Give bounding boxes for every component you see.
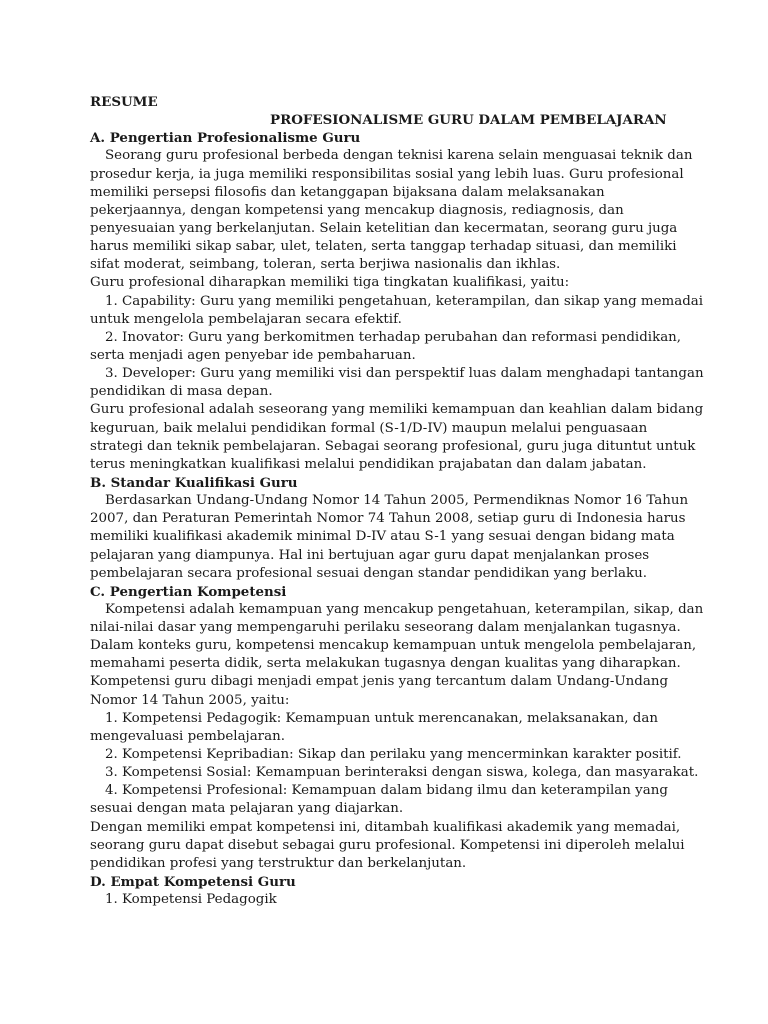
- paragraph-line: memiliki kualifikasi akademik minimal D-IV atau S-1 yang sesuai dengan bidang mata: [90, 529, 675, 545]
- paragraph-line: memahami peserta didik, serta melakukan tugasnya dengan kualitas yang diharapkan.: [90, 656, 681, 672]
- paragraph-line: 2007, dan Peraturan Pemerintah Nomor 74 Tahun 2008, setiap guru di Indonesia harus: [90, 511, 686, 527]
- paragraph-line: 1. Kompetensi Pedagogik: Kemampuan untuk merencanakan, melaksanakan, dan: [105, 710, 658, 726]
- paragraph-line: sesuai dengan mata pelajaran yang diajarkan.: [90, 801, 404, 817]
- paragraph-line: Dalam konteks guru, kompetensi mencakup kemampuan untuk mengelola pembelajaran,: [90, 638, 697, 654]
- paragraph-line: 4. Kompetensi Profesional: Kemampuan dalam bidang ilmu dan keterampilan yang: [105, 783, 668, 799]
- paragraph-line: 3. Developer: Guru yang memiliki visi dan perspektif luas dalam menghadapi tantangan: [105, 366, 704, 382]
- paragraph-line: Guru profesional adalah seseorang yang memiliki kemampuan dan keahlian dalam bidang: [90, 402, 704, 418]
- paragraph-line: Kompetensi adalah kemampuan yang mencakup pengetahuan, keterampilan, sikap, dan: [105, 601, 704, 617]
- paragraph-line: memiliki persepsi filosofis dan ketanggapan bijaksana dalam melaksanakan: [90, 184, 605, 200]
- paragraph-line: terus meningkatkan kualifikasi melalui pendidikan prajabatan dan dalam jabatan.: [90, 456, 647, 472]
- paragraph-line: keguruan, baik melalui pendidikan formal (S-1/D-IV) maupun melalui penguasaan: [90, 420, 648, 436]
- paragraph-line: Guru profesional diharapkan memiliki tiga tingkatan kualifikasi, yaitu:: [90, 275, 570, 291]
- paragraph-line: pendidikan profesi yang terstruktur dan berkelanjutan.: [90, 855, 467, 871]
- section-heading: D. Empat Kompetensi Guru: [90, 874, 296, 891]
- paragraph-line: nilai-nilai dasar yang mempengaruhi perilaku seseorang dalam menjalankan tugasnya.: [90, 620, 681, 636]
- section-heading: C. Pengertian Kompetensi: [90, 583, 287, 600]
- section-heading: RESUME: [90, 94, 158, 110]
- paragraph-line: penyesuaian yang berkelanjutan. Selain ketelitian dan kecermatan, seorang guru juga: [90, 220, 678, 236]
- paragraph-line: pembelajaran secara profesional sesuai dengan standar pendidikan yang berlaku.: [90, 565, 647, 581]
- paragraph-line: 2. Inovator: Guru yang berkomitmen terhadap perubahan dan reformasi pendidikan,: [105, 329, 682, 345]
- paragraph-line: strategi dan teknik pembelajaran. Sebagai seorang profesional, guru juga dituntut untuk: [90, 438, 696, 454]
- paragraph-line: Seorang guru profesional berbeda dengan teknisi karena selain menguasai teknik dan: [105, 148, 693, 164]
- paragraph-line: prosedur kerja, ia juga memiliki responsibilitas sosial yang lebih luas. Guru profesional: [90, 166, 684, 182]
- paragraph-line: serta menjadi agen penyebar ide pembaharuan.: [90, 347, 416, 363]
- paragraph-line: Dengan memiliki empat kompetensi ini, ditambah kualifikasi akademik yang memadai,: [90, 819, 681, 835]
- paragraph-line: harus memiliki sikap sabar, ulet, telaten, serta tanggap terhadap situasi, dan memiliki: [90, 239, 677, 255]
- paragraph-line: 3. Kompetensi Sosial: Kemampuan berinteraksi dengan siswa, kolega, dan masyarakat.: [105, 765, 699, 781]
- paragraph-line: seorang guru dapat disebut sebagai guru profesional. Kompetensi ini diperoleh melalui: [90, 837, 685, 853]
- paragraph-line: Berdasarkan Undang-Undang Nomor 14 Tahun 2005, Permendiknas Nomor 16 Tahun: [105, 493, 689, 509]
- paragraph-line: mengevaluasi pembelajaran.: [90, 728, 285, 744]
- paragraph-line: sifat moderat, seimbang, toleran, serta berjiwa nasionalis dan ikhlas.: [90, 257, 561, 273]
- paragraph-line: 1. Capability: Guru yang memiliki pengetahuan, keterampilan, dan sikap yang memadai: [105, 293, 704, 309]
- paragraph-line: 1. Kompetensi Pedagogik: [105, 892, 277, 908]
- paragraph-line: untuk mengelola pembelajaran secara efektif.: [90, 311, 402, 327]
- section-heading: B. Standar Kualifikasi Guru: [90, 474, 298, 491]
- paragraph-line: 2. Kompetensi Kepribadian: Sikap dan perilaku yang mencerminkan karakter positif.: [105, 747, 682, 763]
- paragraph-line: Kompetensi guru dibagi menjadi empat jenis yang tercantum dalam Undang-Undang: [90, 674, 669, 690]
- paragraph-line: pelajaran yang diampunya. Hal ini bertujuan agar guru dapat menjalankan proses: [90, 547, 650, 563]
- paragraph-line: pendidikan di masa depan.: [90, 384, 273, 400]
- paragraph-line: Nomor 14 Tahun 2005, yaitu:: [90, 692, 290, 708]
- section-heading: A. Pengertian Profesionalisme Guru: [90, 130, 361, 147]
- section-heading: PROFESIONALISME GURU DALAM PEMBELAJARAN: [270, 112, 667, 129]
- paragraph-line: pekerjaannya, dengan kompetensi yang mencakup diagnosis, rediagnosis, dan: [90, 202, 624, 218]
